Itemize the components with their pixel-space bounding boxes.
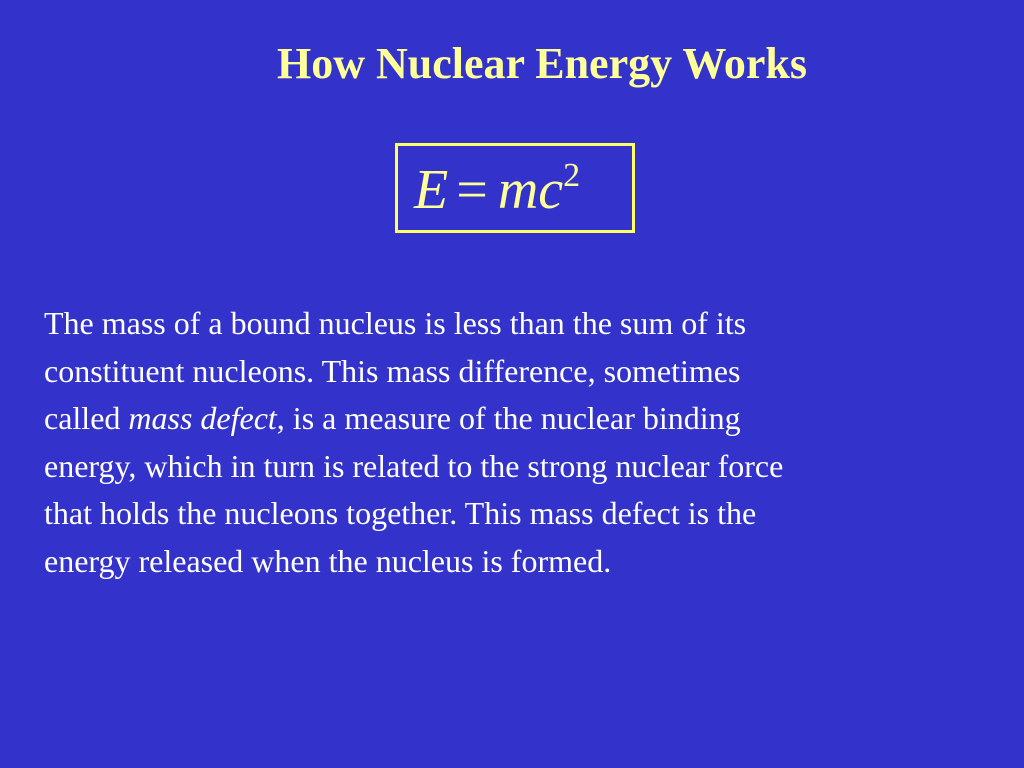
body-line-3-start: called <box>44 400 129 436</box>
body-line-3-end: , is a measure of the nuclear binding <box>276 400 741 436</box>
formula-mass-c: mc <box>497 159 564 221</box>
body-line-6: energy released when the nucleus is formed. <box>44 542 612 579</box>
mass-defect-term: mass defect <box>128 400 277 436</box>
formula-energy-symbol: E <box>414 159 449 221</box>
formula-equals-sign: = <box>456 159 488 221</box>
body-line-5: that holds the nucleons together. This mass defect is the <box>44 495 757 531</box>
body-line-4: energy, which in turn is related to the strong nuclear force <box>44 447 784 484</box>
slide-title: How Nuclear Energy Works <box>276 39 808 88</box>
formula-exponent: 2 <box>563 157 581 194</box>
body-line-1: The mass of a bound nucleus is less than the sum of its <box>44 305 747 341</box>
body-paragraph <box>44 300 994 585</box>
formula-box <box>395 143 635 233</box>
body-line-2: constituent nucleons. This mass difference, sometimes <box>44 352 741 389</box>
formula <box>414 152 580 228</box>
